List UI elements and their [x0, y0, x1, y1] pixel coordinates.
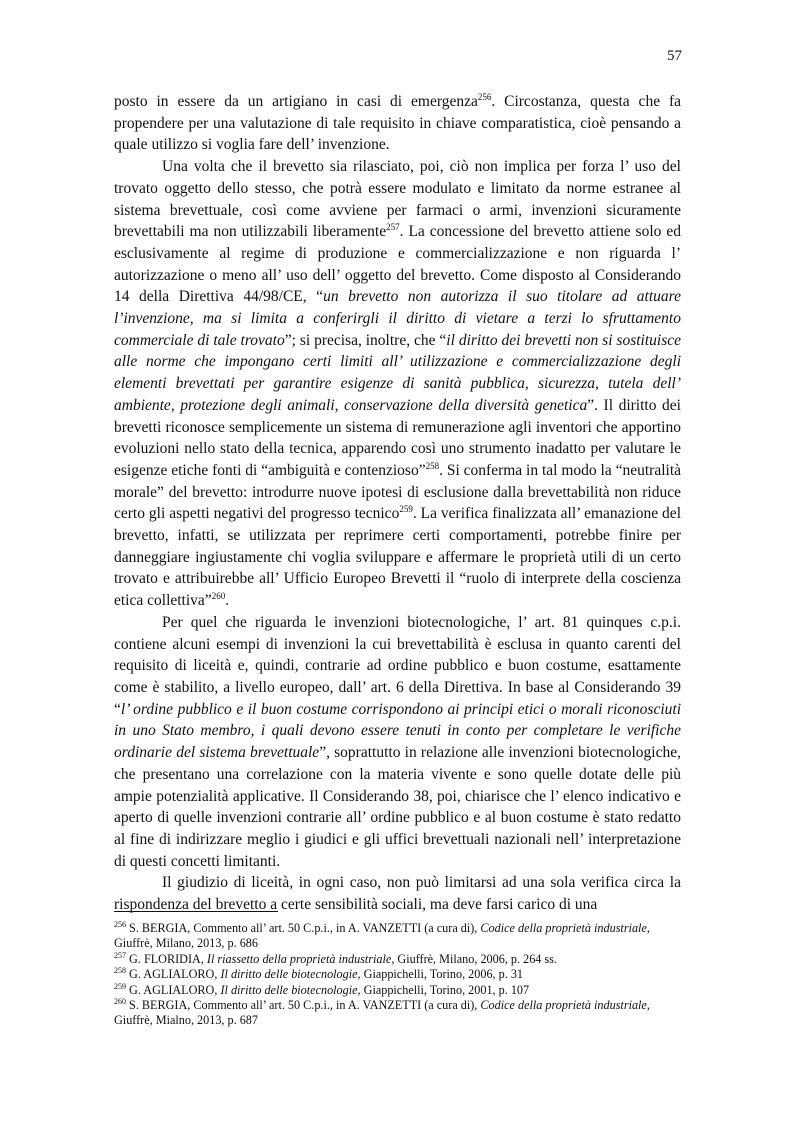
paragraph-2 — [114, 156, 681, 612]
text-run: Una volta che il brevetto sia rilasciato, poi, ciò non implica per forza l’ uso del trovato oggetto dello stesso, che potrà essere modulato e limitato da norme estranee al sistema brevettuale, così come avviene per farmaci o armi, invenzioni sicuramente brevettabili ma non utilizzabili liberamente — [114, 158, 681, 241]
footnote-ref: 260 — [211, 591, 226, 602]
footnote-number: 260 — [114, 996, 126, 1006]
footnote-260 — [114, 998, 681, 1029]
body-text — [114, 91, 681, 916]
footnote-text: S. BERGIA, Commento all’ art. 50 C.p.i., in A. VANZETTI (a cura di), — [126, 921, 481, 935]
footnotes — [114, 911, 681, 1029]
quote-italic: il diritto dei brevetti non si sostituisce alle norme che impongano certi limiti all’ utilizzazione e commercializzazione degli elementi brevettati per garantire esigenze di sanità pubblica, sicurezza, tutela dell’ ambiente, protezione degli animali, conservazione della diversità genetica — [114, 331, 682, 414]
footnote-ref: 257 — [386, 222, 400, 233]
footnote-number: 259 — [114, 981, 126, 991]
text-run: . La concessione del brevetto attiene solo ed esclusivamente al regime di produzione e commercializzazione e non riguarda l’ autorizzazione o meno all’ uso dell’ oggetto del brevetto. Come disposto al Considerando 14 della Direttiva 44/98/CE, “ — [114, 223, 681, 306]
text-run: Il giudizio di liceità, in ogni caso, non può limitarsi ad una sola verifica circa la rispondenza del brevetto a certe sensibilità sociali, ma deve farsi carico di una — [114, 874, 681, 914]
footnote-259 — [114, 983, 681, 998]
footnote-title: Il riassetto della proprietà industriale — [206, 951, 392, 966]
footnote-text: , Giuffrè, Milano, 2006, p. 264 ss. — [391, 951, 557, 966]
footnote-ref: 259 — [399, 504, 413, 515]
footnote-number: 256 — [114, 919, 126, 929]
footnote-number: 257 — [114, 950, 126, 960]
footnote-256 — [114, 921, 681, 952]
text-run: ”, soprattutto in relazione alle invenzioni biotecnologiche, che presentano una correlazione con la materia vivente e sono quelle dotate delle più ampie potenzialità applicative. Il Considerando 38, poi, chiarisce che l’ elenco indicativo e aperto di quelle invenzioni contrarie all’ ordine pubblico e al buon costume è stato redatto al fine di indirizzare meglio i giudici e gli uffici brevettuali nazionali nell’ interpretazione di questi concetti limitanti. — [114, 744, 681, 870]
footnote-257 — [114, 952, 681, 967]
paragraph-1 — [114, 91, 681, 156]
footnote-text: G. AGLIALORO, — [126, 982, 221, 997]
text-run: . Circostanza, questa che fa propendere per una valutazione di tale requisito in chiave comparatistica, cioè pensando a quale utilizzo si voglia fare dell’ invenzione. — [114, 93, 682, 154]
text-run: . — [225, 592, 230, 610]
footnote-text: , Giuffrè, Mialno, 2013, p. 687 — [114, 998, 650, 1028]
quote-italic: un brevetto non autorizza il suo titolare ad attuare l’invenzione, ma si limita a conferirgli il diritto di vietare a terzi lo sfruttamento commerciale di tale trovato — [114, 288, 682, 349]
footnote-text: G. FLORIDIA, — [126, 951, 207, 966]
footnote-title: Il diritto delle biotecnologie — [220, 967, 358, 982]
page-number: 57 — [667, 48, 682, 64]
footnote-title: Il diritto delle biotecnologie — [220, 982, 358, 997]
footnote-title: Codice della proprietà industriale — [480, 998, 647, 1013]
footnote-ref: 256 — [477, 91, 492, 102]
footnote-separator — [114, 911, 278, 912]
footnote-text: , Giuffrè, Milano, 2013, p. 686 — [114, 921, 650, 951]
text-run: Per quel che riguarda le invenzioni biotecnologiche, l’ art. 81 quinques c.p.i. contiene alcuni esempi di invenzioni la cui brevettabilità è esclusa in quanto carenti del requisito di liceità e, quindi, contrarie ad ordine pubblico e buon costume, esattamente come è stabilito, a livello europeo, dall’ art. 6 della Direttiva. In base al Considerando 39 “ — [114, 613, 681, 718]
footnote-text: , Giappichelli, Torino, 2006, p. 31 — [357, 967, 524, 982]
footnote-258 — [114, 967, 681, 982]
text-run: ”; si precisa, inoltre, che “ — [284, 331, 447, 349]
quote-italic: l’ ordine pubblico e il buon costume corrispondono ai principi etici o morali riconosciuti in uno Stato membro, i quali devono essere tenuti in conto per completare le verifiche ordinarie del sistema brevettuale — [114, 700, 681, 762]
footnote-ref: 258 — [425, 460, 440, 471]
footnote-text: G. AGLIALORO, — [126, 967, 221, 982]
text-run: posto in essere da un artigiano in casi di emergenza — [114, 93, 478, 110]
paragraph-4 — [114, 872, 681, 915]
footnote-title: Codice della proprietà industriale — [480, 921, 647, 935]
footnote-number: 258 — [114, 966, 126, 976]
footnote-text: S. BERGIA, Commento all’ art. 50 C.p.i., in A. VANZETTI (a cura di), — [126, 998, 481, 1013]
text-run: . Si conferma in tal modo la “neutralità morale” del brevetto: introdurre nuove ipotesi di esclusione dalla brevettabilità non riduce certo gli aspetti negativi del progresso tecnico — [114, 461, 682, 523]
paragraph-3 — [114, 612, 681, 872]
footnote-text: , Giappichelli, Torino, 2001, p. 107 — [357, 982, 530, 997]
text-run: . La verifica finalizzata all’ emanazione del brevetto, infatti, se utilizzata per reprimere certi comportamenti, potrebbe finire per danneggiare ingiustamente chi voglia sviluppare e affermare le proprietà utili di un certo trovato e attribuirebbe all’ Ufficio Europeo Brevetti il “ruolo di interprete della coscienza etica collettiva” — [114, 505, 681, 610]
text-run: ”. Il diritto dei brevetti riconosce semplicemente un sistema di remunerazione agli inventori che apportino evoluzioni nello stato della tecnica, apparendo così uno strumento inadatto per valutare le esigenze etiche fonti di “ambiguità e contenzioso” — [114, 396, 681, 479]
